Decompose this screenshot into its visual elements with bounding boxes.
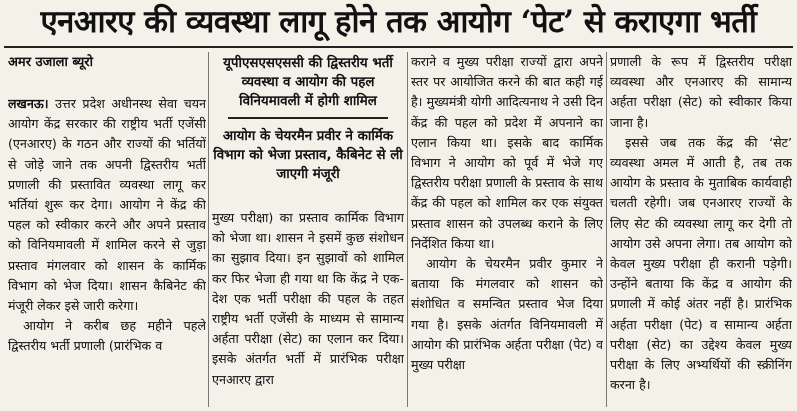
col1-para-1 [8,94,206,316]
dateline: लखनऊ। [8,96,49,111]
column-3 [411,52,603,408]
col4-para-1: प्रणाली के रूप में द्विस्तरीय परीक्षा व्यवस्था और एनआरए की सामान्य अर्हता परीक्षा (सेट) को स्वीकार किया जाना है। [610,54,792,130]
column-divider-3 [606,52,607,407]
col4-para-2: इससे जब तक केंद्र की ‘सेट’ व्यवस्था अमल में आती है, तब तक आयोग के प्रस्ताव के मुताबिक कार्यवाही चलती रहेगी। जब एनआरए राज्यों के लिए सेट की व्यवस्था लागू कर देगी तो आयोग उसे अपना लेगा। तब आयोग को केवल मुख्य परीक्षा ही करानी पड़ेगी। उन्होंने बताया कि केंद्र व आयोग की प्रणाली में कोई अंतर नहीं है। प्रारंभिक अर्हता परीक्षा (पेट) व सामान्य अर्हता परीक्षा (सेट) का उद्देश्य केवल मुख्य परीक्षा के लिए अभ्यर्थियों की स्क्रीनिंग करना है। [610,134,792,393]
column-2 [212,208,404,408]
column-4 [610,52,792,408]
col2-para-1: मुख्य परीक्षा) का प्रस्ताव कार्मिक विभाग को भेजा था। शासन ने इसमें कुछ संशोधन का सुझाव दिया। इन सुझावों को शामिल कर फिर भेजा ही गया था कि केंद्र ने एक-देश एक भर्ती परीक्षा की पहल के तहत राष्ट्रीय भर्ती एजेंसी के माध्यम से सामान्य अर्हता परीक्षा (सेट) का एलान कर दिया। इसके अंतर्गत भर्ती में प्रारंभिक परीक्षा एनआरए द्वारा [212,210,404,387]
sub-headline-rule [228,117,388,119]
sub-headline-2: आयोग के चेयरमैन प्रवीर ने कार्मिक विभाग को भेजा प्रस्ताव, कैबिनेट से ली जाएगी मंजूरी [213,129,403,182]
column-1 [8,94,206,408]
col1-para-2: आयोग ने करीब छह महीने पहले द्विस्तरीय भर्ती प्रणाली (प्रारंभिक व [8,318,206,354]
headline-rule [4,46,793,48]
column-divider-2 [407,52,408,407]
byline: अमर उजाला ब्यूरो [8,55,93,70]
column-divider-1 [208,52,209,407]
sub-headline-block [212,54,404,184]
sub-headline-1: यूपीएसएसएससी की द्विस्तरीय भर्ती व्यवस्था व आयोग की पहल विनियमावली में होगी शामिल [223,56,393,109]
col3-para-1: कराने व मुख्य परीक्षा राज्यों द्वारा अपने स्तर पर आयोजित करने की बात कही गई है। मुख्यमंत्री योगी आदित्यनाथ ने उसी दिन केंद्र की पहल को प्रदेश में अपनाने का एलान किया था। इसके बाद कार्मिक विभाग ने आयोग को पूर्व में भेजे गए द्विस्तरीय परीक्षा प्रणाली के प्रस्ताव के साथ केंद्र की पहल को शामिल कर एक संयुक्त प्रस्ताव शासन को उपलब्ध कराने के लिए निर्देशित किया था। [411,54,603,251]
col3-para-2: आयोग के चेयरमैन प्रवीर कुमार ने बताया कि मंगलवार को शासन को संशोधित व समन्वित प्रस्ताव भेज दिया गया है। इसके अंतर्गत विनियमावली में आयोग की प्रारंभिक अर्हता परीक्षा (पेट) व मुख्य परीक्षा [411,256,603,373]
headline: एनआरए की व्यवस्था लागू होने तक आयोग ‘पेट’ से कराएगा भर्ती [40,4,757,40]
col1-para-1-text: उत्तर प्रदेश अधीनस्थ सेवा चयन आयोग केंद्र सरकार की राष्ट्रीय भर्ती एजेंसी (एनआरए) के गठन और राज्यों की भर्तियों से जोड़े जाने तक अपनी द्विस्तरीय भर्ती प्रणाली की प्रस्तावित व्यवस्था लागू कर भर्तियां शुरू कर देगा। आयोग ने केंद्र की पहल को स्वीकार करने और अपने प्रस्ताव को विनियमावली में शामिल करने से जुड़ा प्रस्ताव मंगलवार को शासन के कार्मिक विभाग को भेज दिया। शासन कैबिनेट की मंजूरी लेकर इसे जारी करेगा। [8,96,206,314]
